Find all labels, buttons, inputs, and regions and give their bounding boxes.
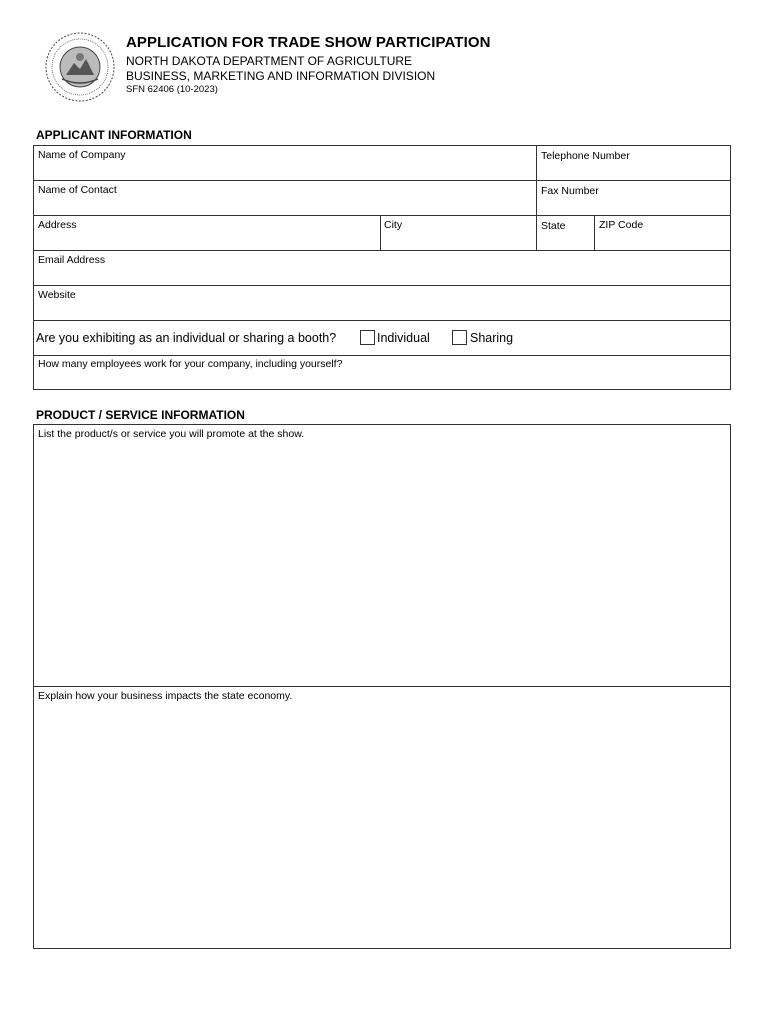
applicant-section-heading: APPLICANT INFORMATION (36, 128, 192, 142)
product-list-field[interactable]: List the product/s or service you will promote at the show. (38, 428, 305, 440)
state-seal-icon (44, 31, 116, 103)
form-number: SFN 62406 (10-2023) (126, 84, 218, 95)
email-field[interactable]: Email Address (38, 254, 106, 266)
company-name-field[interactable]: Name of Company (38, 149, 126, 161)
website-field[interactable]: Website (38, 289, 76, 301)
contact-name-field[interactable]: Name of Contact (38, 184, 117, 196)
product-info-table (33, 424, 731, 949)
sharing-option-label: Sharing (470, 331, 514, 345)
booth-question: Are you exhibiting as an individual or sharing a booth? (36, 331, 337, 345)
individual-option-label: Individual (377, 331, 430, 345)
department-name: NORTH DAKOTA DEPARTMENT OF AGRICULTURE (126, 54, 413, 68)
telephone-field[interactable]: Telephone Number (541, 150, 630, 162)
address-field[interactable]: Address (38, 219, 77, 231)
division-name: BUSINESS, MARKETING AND INFORMATION DIVISION (126, 69, 436, 83)
fax-field[interactable]: Fax Number (541, 185, 599, 197)
economy-impact-field[interactable]: Explain how your business impacts the state economy. (38, 690, 293, 702)
sharing-checkbox[interactable] (452, 330, 467, 345)
employees-field[interactable]: How many employees work for your company, including yourself? (38, 358, 343, 370)
applicant-info-table (33, 145, 731, 390)
zip-field[interactable]: ZIP Code (599, 219, 644, 231)
city-field[interactable]: City (384, 219, 403, 231)
page-title: APPLICATION FOR TRADE SHOW PARTICIPATION (126, 34, 491, 51)
state-field[interactable]: State (541, 220, 566, 232)
individual-checkbox[interactable] (360, 330, 375, 345)
product-section-heading: PRODUCT / SERVICE INFORMATION (36, 408, 245, 422)
